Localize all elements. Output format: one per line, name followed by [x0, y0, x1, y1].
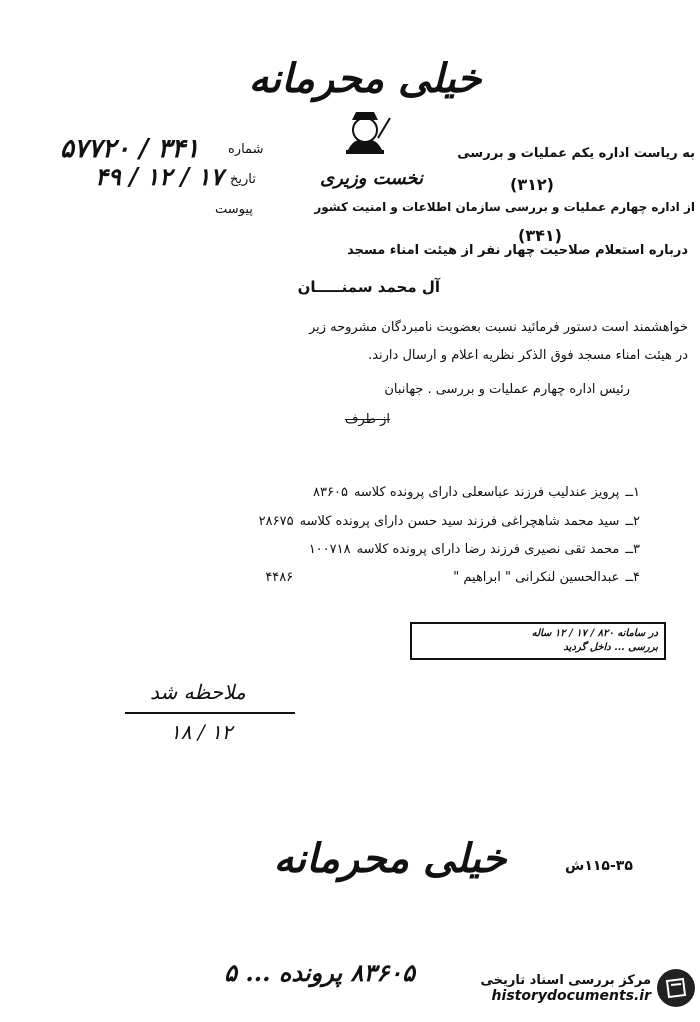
item-number: ۳ــ: [625, 542, 640, 557]
list-item: [60, 485, 640, 500]
watermark-text: [455, 973, 651, 1004]
item-text: محمد تقی نصیری فرزند رضا دارای پرونده کلاسه: [356, 542, 620, 557]
number-label: شماره: [228, 142, 264, 157]
signature-title: رئیس اداره چهارم عملیات و بررسی . جهانبان: [384, 382, 630, 397]
minister-note: نخست وزیری: [320, 168, 424, 189]
page-code: ۱۱۵-۳۵ش: [565, 858, 633, 874]
note-underline: [125, 712, 295, 714]
watermark-title: مرکز بررسی اسناد تاریخی: [480, 972, 651, 988]
body-line-1: خواهشمند است دستور فرمائید نسبت بعضویت نامبردگان مشروحه زیر: [308, 320, 688, 335]
handwritten-note-date: ۱۲ / ۱۸: [170, 720, 233, 744]
item-text: سید محمد شاهچراغی فرزند سید حسن دارای پرونده کلاسه: [299, 514, 620, 529]
stamp-line-1: در سامانه ۸۲۰ / ۱۷ / ۱۲ ساله: [531, 628, 658, 639]
body-line-2: در هیئت امناء مسجد فوق الذکر نظریه اعلام و ارسال دارند.: [368, 348, 688, 363]
list-item: [60, 570, 640, 585]
watermark: [455, 958, 695, 1018]
attachment-label: پیوست: [215, 202, 253, 217]
from-line: به ریاست اداره یکم عملیات و بررسی: [457, 146, 695, 161]
list-item: [10, 514, 640, 529]
item-number: ۲ــ: [625, 514, 640, 529]
stamp-line-2: بررسی ... داخل گردید: [563, 642, 658, 653]
mosque-name: آل محمد سمنـــــان: [297, 278, 440, 296]
code-341: (۳۴۱): [518, 226, 562, 245]
to-line: از اداره چهارم عملیات و بررسی سازمان اطلاعات و امنیت کشور: [314, 200, 695, 214]
subject-line: درباره استعلام صلاحیت چهار نفر از هیئت امناء مسجد: [347, 243, 688, 258]
item-file: ۴۴۸۶: [265, 570, 294, 585]
item-text: عبدالحسین لنکرانی " ابراهیم ": [453, 570, 620, 585]
registration-stamp: [410, 622, 666, 660]
top-classification: خیلی محرمانه: [248, 55, 482, 102]
bottom-handwriting: ۸۳۶۰۵ پرونده ... ۵: [224, 958, 415, 987]
date-label: تاریخ: [230, 172, 256, 187]
handwritten-note: ملاحظه شد: [150, 680, 246, 704]
item-number: ۴ــ: [625, 570, 640, 585]
number-value: ۳۴۱ / ۵۷۷۲۰: [60, 134, 200, 164]
watermark-url: historydocuments.ir: [491, 987, 651, 1004]
item-text: پرویز عندلیب فرزند عباسعلی دارای پرونده کلاسه: [353, 485, 620, 500]
signature-on-behalf: از طرف: [345, 412, 391, 427]
item-file: ۸۳۶۰۵: [313, 485, 348, 500]
code-312: (۳۱۲): [510, 175, 554, 194]
item-file: ۲۸۶۷۵: [258, 514, 294, 529]
item-file: ۱۰۰۷۱۸: [308, 542, 351, 557]
date-value: ۱۷ / ۱۲ / ۴۹: [95, 162, 224, 191]
item-number: ۱ــ: [625, 485, 640, 500]
archive-logo-icon: [657, 969, 695, 1007]
list-item: [40, 542, 640, 557]
bottom-classification: خیلی محرمانه: [273, 835, 507, 882]
